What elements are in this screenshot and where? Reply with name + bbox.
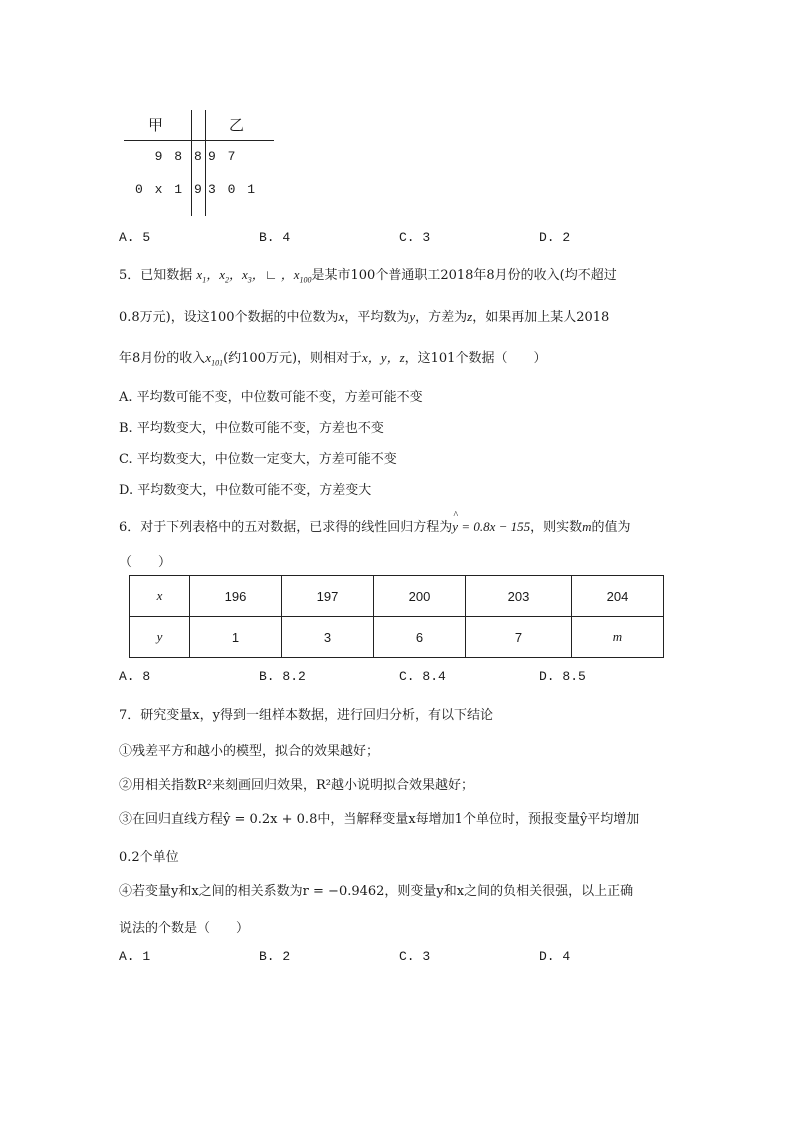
table-cell: 197	[282, 576, 374, 617]
table-cell: 1	[190, 617, 282, 658]
q6-option-d: D. 8.5	[539, 669, 586, 684]
table-cell: m	[572, 617, 664, 658]
q7-option-b: B. 2	[259, 949, 291, 964]
q5-line3: 年8月份的收入$x_{101}$(约100万元)，则相对于x，y，z，这101个数据（ ）	[119, 350, 547, 368]
q5-line2-text: 0.8万元)，设这100个数据的中位数为	[119, 310, 339, 325]
q6-equation: 0.8x − 155	[473, 519, 531, 534]
stem-leaf-divider-h	[124, 140, 274, 141]
table-cell: 6	[374, 617, 466, 658]
q7-line1: 7．研究变量x，y得到一组样本数据，进行回归分析，有以下结论	[119, 708, 493, 723]
q5-option-a: A. 平均数可能不变，中位数可能不变，方差可能不变	[119, 390, 423, 405]
q6-data-table	[129, 575, 664, 658]
q6-line1-end: ，则实数	[530, 520, 583, 535]
q4-option-c: C. 3	[399, 230, 431, 245]
q4-option-d: D. 2	[539, 230, 571, 245]
table-cell: 203	[466, 576, 572, 617]
stem-leaf-header-left: 甲	[148, 116, 164, 134]
q7-option-c: C. 3	[399, 949, 431, 964]
q5-prefix: 5．已知数据	[119, 268, 193, 283]
table-cell-y-label: y	[130, 617, 190, 658]
q5-line2: 0.8万元)，设这100个数据的中位数为x，平均数为y，方差为z，如果再加上某人2018	[119, 309, 610, 325]
q7-option-a: A. 1	[119, 949, 151, 964]
q6-line2: （ ）	[119, 555, 172, 570]
stem-leaf-row1-right: 9 7	[208, 149, 238, 164]
q6-line1: 6．对于下列表格中的五对数据，已求得的线性回归方程为^ y = 0.8x − 155，则实数m的值为	[119, 516, 631, 535]
q6-line1-text: 6．对于下列表格中的五对数据，已求得的线性回归方程为	[119, 520, 453, 535]
stem-leaf-divider-v1	[191, 110, 192, 216]
q5-line3-text-c: ，这101个数据（ ）	[404, 351, 547, 366]
table-cell: 200	[374, 576, 466, 617]
q6-var-m: m	[582, 519, 592, 534]
q5-line1-mid: 是某市100个普通职工2018年8月份的收入(均不超过	[311, 268, 617, 283]
q7-statement-1: ①残差平方和越小的模型，拟合的效果越好；	[119, 744, 380, 759]
q5-line2-text-d: ，如果再加上某人2018	[472, 310, 610, 325]
q4-option-b: B. 4	[259, 230, 291, 245]
stem-leaf-row2-stem: 9	[194, 182, 202, 197]
q5-line1	[119, 264, 617, 285]
q6-option-b: B. 8.2	[259, 669, 306, 684]
q5-option-c: C. 平均数变大，中位数一定变大，方差可能不变	[119, 452, 397, 467]
table-cell: 204	[572, 576, 664, 617]
q5-line2-text-b: ，平均数为	[344, 310, 410, 325]
q6-option-a: A. 8	[119, 669, 151, 684]
stem-leaf-header-right: 乙	[229, 116, 245, 134]
q7-statement-4: ④若变量y和x之间的相关系数为r = −0.9462，则变量y和x之间的负相关很强，以上正确	[119, 884, 634, 899]
stem-leaf-row1-stem: 8	[194, 149, 202, 164]
q5-line3-text-b: (约100万元)，则相对于	[223, 351, 363, 366]
q7-statement-3b: 0.2个单位	[119, 850, 179, 865]
table-cell: 196	[190, 576, 282, 617]
q6-option-c: C. 8.4	[399, 669, 446, 684]
stem-leaf-row1-left: 9 8	[154, 149, 184, 164]
q5-data-list: $x_1$，$x_2$，$x_3$，∟ ，$x_{100}$	[196, 267, 312, 285]
table-cell-x-label: x	[130, 576, 190, 617]
q7-option-d: D. 4	[539, 949, 571, 964]
q5-option-d: D. 平均数变大，中位数可能不变，方差变大	[119, 483, 372, 498]
table-row-y	[130, 617, 664, 658]
q7-statement-2: ②用相关指数R²来刻画回归效果，R²越小说明拟合效果越好；	[119, 778, 474, 793]
table-row-x	[130, 576, 664, 617]
q5-line2-text-c: ，方差为	[415, 310, 468, 325]
q7-statement-3: ③在回归直线方程ŷ = 0.2x + 0.8中，当解释变量x每增加1个单位时，预报变量ŷ平均增加	[119, 812, 640, 827]
q6-line1-tail: 的值为	[591, 520, 631, 535]
stem-leaf-row2-left: 0 x 1	[134, 182, 184, 197]
q5-line3-text: 年8月份的收入	[119, 351, 206, 366]
q7-statement-4b: 说法的个数是（ ）	[119, 921, 250, 936]
table-cell: 7	[466, 617, 572, 658]
q5-option-b: B. 平均数变大，中位数可能不变，方差也不变	[119, 421, 384, 436]
table-cell: 3	[282, 617, 374, 658]
stem-leaf-row2-right: 3 0 1	[208, 182, 258, 197]
q4-option-a: A. 5	[119, 230, 151, 245]
stem-leaf-divider-v2	[205, 110, 206, 216]
